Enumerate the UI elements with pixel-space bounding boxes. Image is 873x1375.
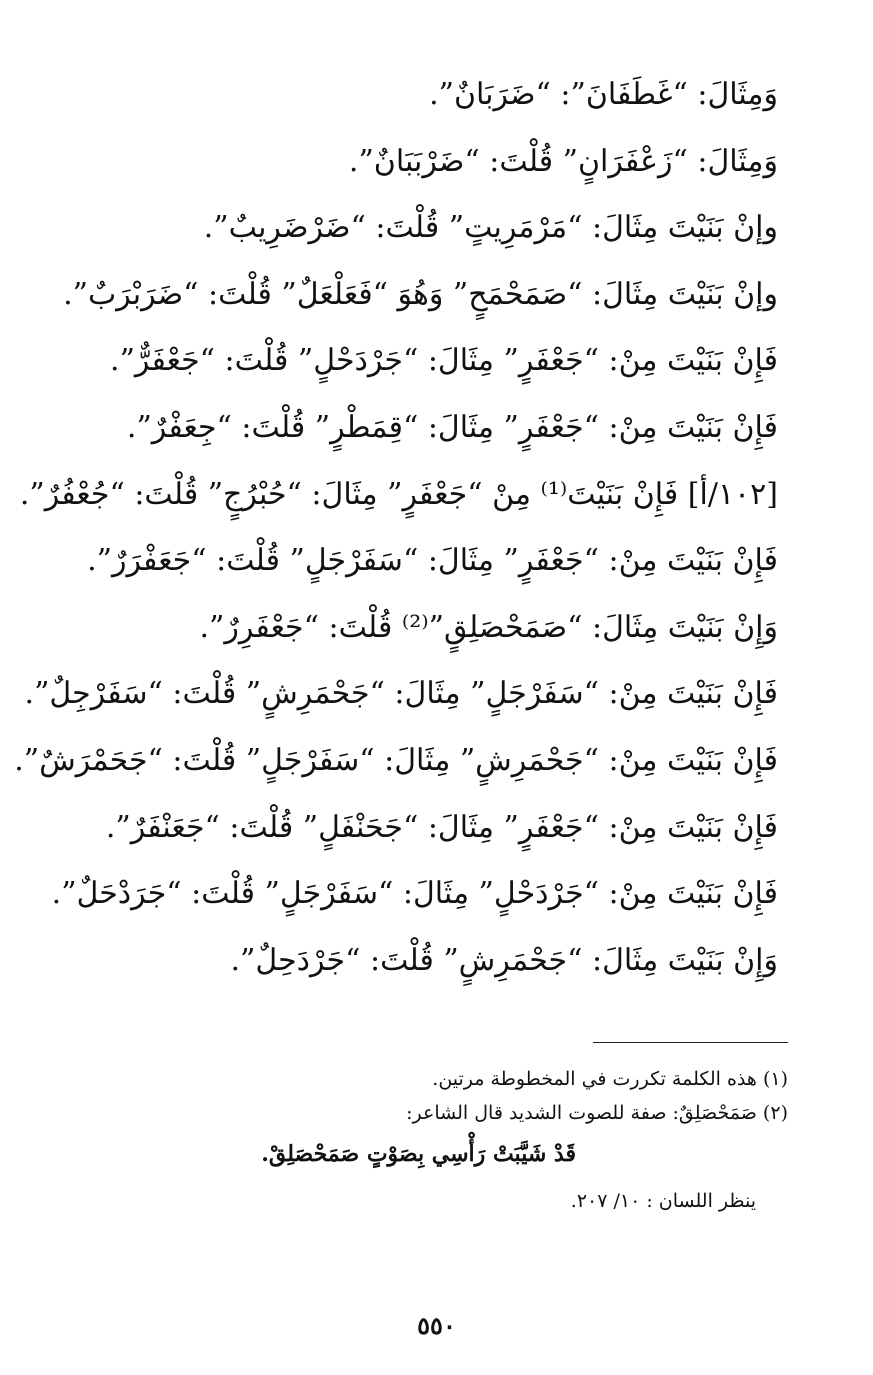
text-line-5: فَإِنْ بَنَيْتَ مِنْ: “جَعْفَرٍ” مِثَالَ: “جَرْدَحْلٍ” قُلْتَ: “جَعْفَرٌّ”. — [110, 343, 778, 379]
text-line-7: [١٠٢/أ] فَإِنْ بَنَيْتَ⁽¹⁾ مِنْ “جَعْفَرٍ” مِثَالَ: “حُبْرُجٍ” قُلْتَ: “جُعْفُرٌ”. — [19, 476, 778, 512]
footnote-divider — [593, 1042, 788, 1043]
footnote-verse: قَدْ شَيَّبَتْ رَأْسِي بِصَوْتٍ صَمَحْصَلِقْ. — [261, 1141, 576, 1167]
text-line-3: وإنْ بَنَيْتَ مِثَالَ: “مَرْمَرِيتٍ” قُلْتَ: “ضَرْضَرِيبٌ”. — [203, 210, 778, 246]
text-line-11: فَإِنْ بَنَيْتَ مِنْ: “جَحْمَرِشٍ” مِثَالَ: “سَفَرْجَلٍ” قُلْتَ: “جَحَمْرَشٌ”. — [14, 742, 778, 778]
text-line-12: فَإِنْ بَنَيْتَ مِنْ: “جَعْفَرٍ” مِثَالَ: “جَحَنْفَلٍ” قُلْتَ: “جَعَنْفَرٌ”. — [105, 809, 778, 845]
footnotes — [88, 1062, 788, 1224]
footnote-2: (٢) صَمَحْصَلِقٌ: صفة للصوت الشديد قال الشاعر: — [406, 1102, 788, 1124]
page-number: ٥٥٠ — [417, 1311, 456, 1340]
text-line-13: فَإِنْ بَنَيْتَ مِنْ: “جَرْدَحْلٍ” مِثَالَ: “سَفَرْجَلٍ” قُلْتَ: “جَرَدْحَلٌ”. — [51, 876, 778, 912]
text-line-4: وإنْ بَنَيْتَ مِثَالَ: “صَمَحْمَحٍ” وَهُوَ “فَعَلْعَلٌ” قُلْتَ: “ضَرَبْرَبٌ”. — [63, 276, 778, 312]
main-text — [14, 62, 778, 994]
text-line-2: وَمِثَالَ: “زَعْفَرَانٍ” قُلْتَ: “ضَرْبَبَانٌ”. — [348, 143, 778, 179]
text-line-10: فَإِنْ بَنَيْتَ مِنْ: “سَفَرْجَلٍ” مِثَالَ: “جَحْمَرِشٍ” قُلْتَ: “سَفَرْجِلٌ”. — [24, 676, 778, 712]
text-line-8: فَإِنْ بَنَيْتَ مِنْ: “جَعْفَرٍ” مِثَالَ: “سَفَرْجَلٍ” قُلْتَ: “جَعَفْرَرٌ”. — [87, 543, 778, 579]
text-line-6: فَإِنْ بَنَيْتَ مِنْ: “جَعْفَرٍ” مِثَالَ: “قِمَطْرٍ” قُلْتَ: “جِعَفْرٌ”. — [126, 409, 778, 445]
text-line-9: وَإِنْ بَنَيْتَ مِثَالَ: “صَمَحْصَلِقٍ”⁽²⁾ قُلْتَ: “جَعْفَرِرٌ”. — [199, 609, 778, 645]
text-line-14: وَإِنْ بَنَيْتَ مِثَالَ: “جَحْمَرِشٍ” قُلْتَ: “جَرْدَحِلٌ”. — [230, 942, 778, 978]
text-line-1: وَمِثَالَ: “غَطَفَانَ”: “ضَرَبَانٌ”. — [429, 77, 778, 112]
footnote-source: ينظر اللسان : ١٠/ ٢٠٧. — [570, 1190, 756, 1212]
footnote-1: (١) هذه الكلمة تكررت في المخطوطة مرتين. — [432, 1068, 788, 1090]
